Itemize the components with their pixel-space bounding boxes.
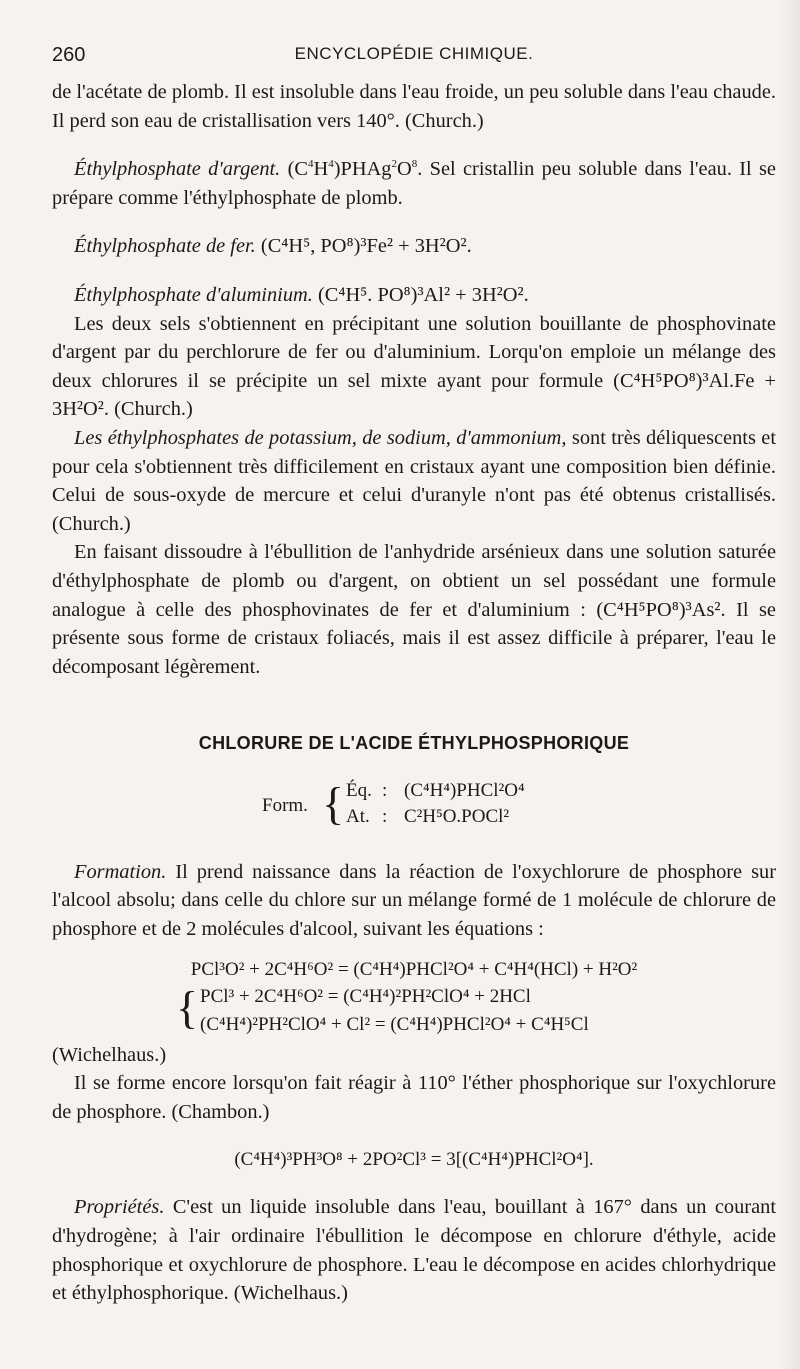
brace-glyph: {	[176, 981, 199, 1033]
formula-eq-line: Éq. : (C⁴H⁴)PHCl²O⁴	[346, 779, 525, 801]
iron-title: Éthylphosphate de fer.	[74, 235, 256, 258]
paragraph-lead-acetate: de l'acétate de plomb. Il est insoluble dans l'eau froide, un peu soluble dans l'eau chaude. Il perd son eau de cristallisation vers 140°. (Church.)	[52, 81, 776, 132]
paragraph-chambon: Il se forme encore lorsqu'on fait réagir à 110° l'éther phosphorique sur l'oxychlorure de phosphore. (Chambon.)	[52, 1072, 776, 1123]
formation-title: Formation.	[74, 860, 167, 883]
aluminium-title: Éthylphosphate d'aluminium.	[74, 283, 313, 306]
aluminium-formula: (C⁴H⁵. PO⁸)³Al² + 3H²O².	[317, 283, 529, 306]
body-text	[52, 78, 776, 1308]
running-head	[52, 38, 776, 78]
paragraph-silver: Éthylphosphate d'argent. $(C^4H^4)PHAg^2O^8$. Sel cristallin peu soluble dans l'eau. Il se prépare comme l'éthylphosphate de plomb.	[52, 158, 776, 209]
form-label: Form.	[262, 794, 308, 816]
paragraph-formation: Formation. Il prend naissance dans la réaction de l'oxychlorure de phosphore sur l'alcool absolu; dans celle du chlore sur un mélange formé de 1 molécule de chlorure de phosphore et de 2 molécules d'alcool, suivant les équations :	[52, 860, 776, 941]
running-title: ENCYCLOPÉDIE CHIMIQUE.	[294, 44, 534, 63]
paragraph-aluminium-title	[52, 281, 776, 310]
paragraph-arsenic: En faisant dissoudre à l'ébullition de l'anhydride arsénieux dans une solution saturée d'éthylphosphate de plomb ou d'argent, on obtient un sel possédant une formule analogue à celle des phosphovinates de fer et d'aluminium : (C⁴H⁵PO⁸)³As². Il se présente sous forme de cristaux foliacés, mais il est assez difficile à préparer, l'eau le décomposant légèrement.	[52, 541, 776, 678]
iron-formula: (C⁴H⁵, PO⁸)³Fe² + 3H²O².	[260, 235, 472, 258]
formula-at-line: At. : C²H⁵O.POCl²	[346, 805, 510, 827]
equation-3: (C⁴H⁴)²PH²ClO⁴ + Cl² = (C⁴H⁴)PHCl²O⁴ + C⁴H⁵Cl	[200, 1013, 589, 1035]
page-edge-shadow	[780, 0, 800, 1369]
paragraph-properties: Propriétés. C'est un liquide insoluble dans l'eau, bouillant à 167° dans un courant d'hydrogène; à l'air ordinaire l'ébullition le décompose en chlorure d'éthyle, acide phosphorique et oxychlorure de phosphore. L'eau le décompose en acides chlorhydrique et éthylphosphorique. (Wichelhaus.)	[52, 1196, 776, 1305]
brace-glyph: {	[322, 777, 345, 829]
equation-2: PCl³ + 2C⁴H⁶O² = (C⁴H⁴)²PH²ClO⁴ + 2HCl	[200, 985, 531, 1007]
paragraph-aluminium-body: Les deux sels s'obtiennent en précipitant une solution bouillante de phosphovinate d'argent par du perchlorure de fer ou d'aluminium. Lorqu'on emploie un mélange des deux chlorures il se précipite un sel mixte ayant pour formule (C⁴H⁵PO⁸)³Al.Fe + 3H²O². (Church.)	[52, 312, 776, 421]
alkali-title: Les éthylphosphates de potassium, de sodium, d'ammonium,	[74, 426, 567, 449]
equation-group	[176, 981, 776, 1041]
properties-title: Propriétés.	[74, 1196, 165, 1219]
page-number: 260	[52, 44, 86, 66]
formula-block	[262, 778, 776, 838]
paragraph-iron	[52, 232, 776, 261]
citation-wichelhaus: (Wichelhaus.)	[52, 1043, 167, 1066]
equation-1: PCl³O² + 2C⁴H⁶O² = (C⁴H⁴)PHCl²O⁴ + C⁴H⁴(HCl) + H²O²	[190, 958, 638, 980]
section-heading: CHLORURE DE L'ACIDE ÉTHYLPHOSPHORIQUE	[198, 733, 630, 754]
document-page	[52, 38, 776, 1308]
silver-title: Éthylphosphate d'argent.	[74, 158, 281, 181]
formula-lines	[346, 778, 525, 830]
equation-4: (C⁴H⁴)³PH³O⁸ + 2PO²Cl³ = 3[(C⁴H⁴)PHCl²O⁴].	[234, 1149, 594, 1171]
paragraph-alkali: Les éthylphosphates de potassium, de sodium, d'ammonium, sont très déliquescents et pour cela s'obtiennent très difficilement en cristaux ayant une composition bien définie. Celui de sous-oxyde de mercure et celui d'uranyle n'ont pas été obtenus cristallisés. (Church.)	[52, 426, 776, 535]
